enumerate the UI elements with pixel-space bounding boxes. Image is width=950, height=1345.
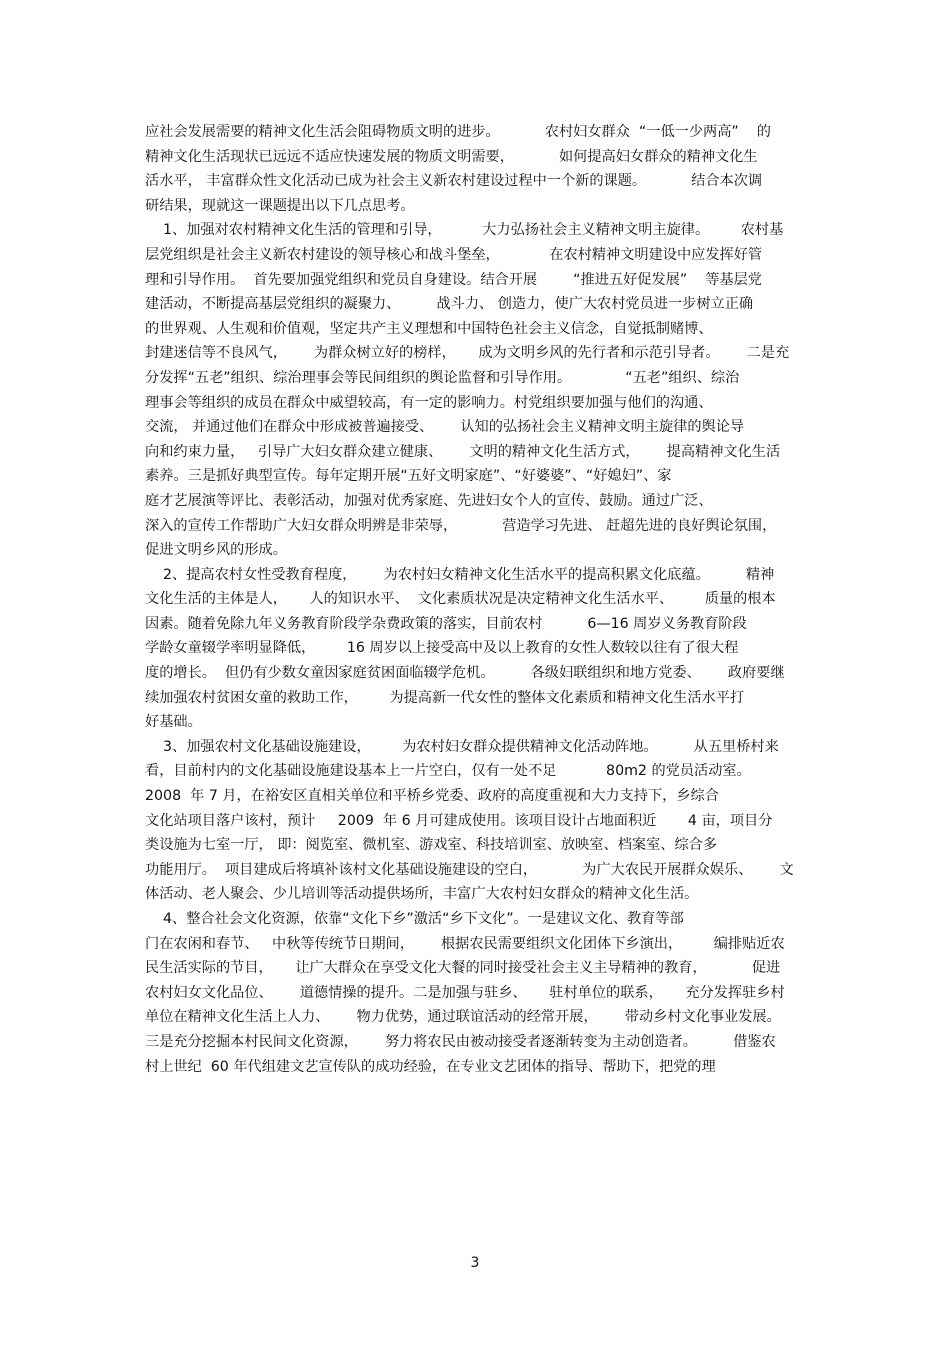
text-line: 度的增长。 但仍有少数女童因家庭贫困面临辍学危机。 各级妇联组织和地方党委、 政府要继 [145, 665, 785, 682]
text-line: 深入的宣传工作帮助广大妇女群众明辨是非荣辱， 营造学习先进、 赶超先进的良好舆论氛围， [145, 517, 777, 534]
text-line: 门在农闲和春节、 中秋等传统节日期间， 根据农民需要组织文化团体下乡演出， 编排贴近农 [145, 935, 785, 952]
text-line: 3、加强农村文化基础设施建设， 为农村妇女群众提供精神文化活动阵地。 从五里桥村来 [163, 738, 779, 755]
text-line: 建活动，不断提高基层党组织的凝聚力、 战斗力、 创造力，使广大农村党员进一步树立正确 [145, 296, 754, 313]
text-line: 交流， 并通过他们在群众中形成被普遍接受、 认知的弘扬社会主义精神文明主旋律的舆论导 [145, 419, 745, 436]
page-number: 3 [470, 1255, 480, 1271]
text-line: 活水平， 丰富群众性文化活动已成为社会主义新农村建设过程中一个新的课题。 结合本次调 [145, 173, 763, 190]
text-line: 续加强农村贫困女童的救助工作， 为提高新一代女性的整体文化素质和精神文化生活水平打 [145, 689, 745, 706]
text-line: 应社会发展需要的精神文化生活会阻碍物质文明的进步。 农村妇女群众 “一低一少两高” 的 [145, 124, 771, 140]
text-line: 理事会等组织的成员在群众中威望较高，有一定的影响力。村党组织要加强与他们的沟通、 [145, 394, 713, 411]
text-line: 文化站项目落户该村，预计 2009 年 6 月可建成使用。该项目设计占地面积近 4 亩，项目分 [145, 812, 773, 829]
body-text [0, 120, 950, 1079]
text-line: 文化生活的主体是人， 人的知识水平、 文化素质状况是决定精神文化生活水平、 质量的根本 [145, 591, 776, 608]
text-line: 村上世纪 60 年代组建文艺宣传队的成功经验，在专业文艺团体的指导、帮助下，把党的理 [145, 1058, 716, 1075]
text-line: 分发挥“五老”组织、综治理事会等民间组织的舆论监督和引导作用。 “五老”组织、综治 [145, 369, 740, 386]
text-line: 2、提高农村女性受教育程度， 为农村妇女精神文化生活水平的提高积累文化底蕴。 精神 [163, 566, 775, 583]
text-line: 封建迷信等不良风气， 为群众树立好的榜样， 成为文明乡风的先行者和示范引导者。 二是充 [145, 345, 790, 362]
text-line: 向和约束力量， 引导广大妇女群众建立健康、 文明的精神文化生活方式， 提高精神文化生活 [145, 443, 781, 460]
text-line: 理和引导作用。 首先要加强党组织和党员自身建设。结合开展 “推进五好促发展” 等基层党 [145, 271, 762, 288]
text-line: 4、整合社会文化资源，依靠“文化下乡”激活“乡下文化”。一是建议文化、教育等部 [163, 911, 684, 927]
text-line: 农村妇女文化品位、 道德情操的提升。二是加强与驻乡、 驻村单位的联系， 充分发挥驻乡村 [145, 984, 785, 1001]
text-line: 功能用厅。 项目建成后将填补该村文化基础设施建设的空白， 为广大农民开展群众娱乐、 文 [145, 861, 794, 878]
text-line: 体活动、老人聚会、少儿培训等活动提供场所，丰富广大农村妇女群众的精神文化生活。 [145, 886, 699, 903]
text-line: 因素。随着免除九年义务教育阶段学杂费政策的落实，目前农村 6—16 周岁义务教育阶段 [145, 615, 747, 632]
text-line: 庭才艺展演等评比、表彰活动，加强对优秀家庭、先进妇女个人的宣传、鼓励。通过广泛、 [145, 492, 713, 509]
text-line: 学龄女童辍学率明显降低， 16 周岁以上接受高中及以上教育的女性人数较以往有了很大程 [145, 640, 739, 657]
text-line: 民生活实际的节目， 让广大群众在享受文化大餐的同时接受社会主义主导精神的教育， 促进 [145, 960, 781, 977]
text-line: 研结果，现就这一课题提出以下几点思考。 [145, 197, 415, 214]
text-line: 精神文化生活现状已远远不适应快速发展的物质文明需要， 如何提高妇女群众的精神文化生 [145, 148, 758, 165]
text-line: 类设施为七室一厅， 即：阅览室、微机室、游戏室、科技培训室、放映室、档案室、综合多 [145, 837, 718, 854]
text-line: 1、加强对农村精神文化生活的管理和引导， 大力弘扬社会主义精神文明主旋律。 农村基 [163, 222, 784, 239]
text-line: 三是充分挖掘本村民间文化资源， 努力将农民由被动接受者逐渐转变为主动创造者。 借鉴农 [145, 1033, 776, 1050]
text-line: 素养。三是抓好典型宣传。每年定期开展“五好文明家庭”、“好婆婆”、“好媳妇”、家 [145, 468, 672, 485]
text-line: 看，目前村内的文化基础设施建设基本上一片空白，仅有一处不足 80m2 的党员活动室。 [145, 763, 751, 780]
text-line: 层党组织是社会主义新农村建设的领导核心和战斗堡垒， 在农村精神文明建设中应发挥好管 [145, 246, 763, 263]
text-line: 单位在精神文化生活上人力、 物力优势，通过联谊活动的经常开展， 带动乡村文化事业发展。 [145, 1009, 781, 1026]
text-line: 好基础。 [145, 714, 202, 731]
text-line: 促进文明乡风的形成。 [145, 542, 287, 559]
text-line: 的世界观、人生观和价值观，坚定共产主义理想和中国特色社会主义信念，自觉抵制赌博、 [145, 320, 713, 337]
text-line: 2008 年 7 月，在裕安区直相关单位和平桥乡党委、政府的高度重视和大力支持下，乡综合 [145, 788, 719, 805]
